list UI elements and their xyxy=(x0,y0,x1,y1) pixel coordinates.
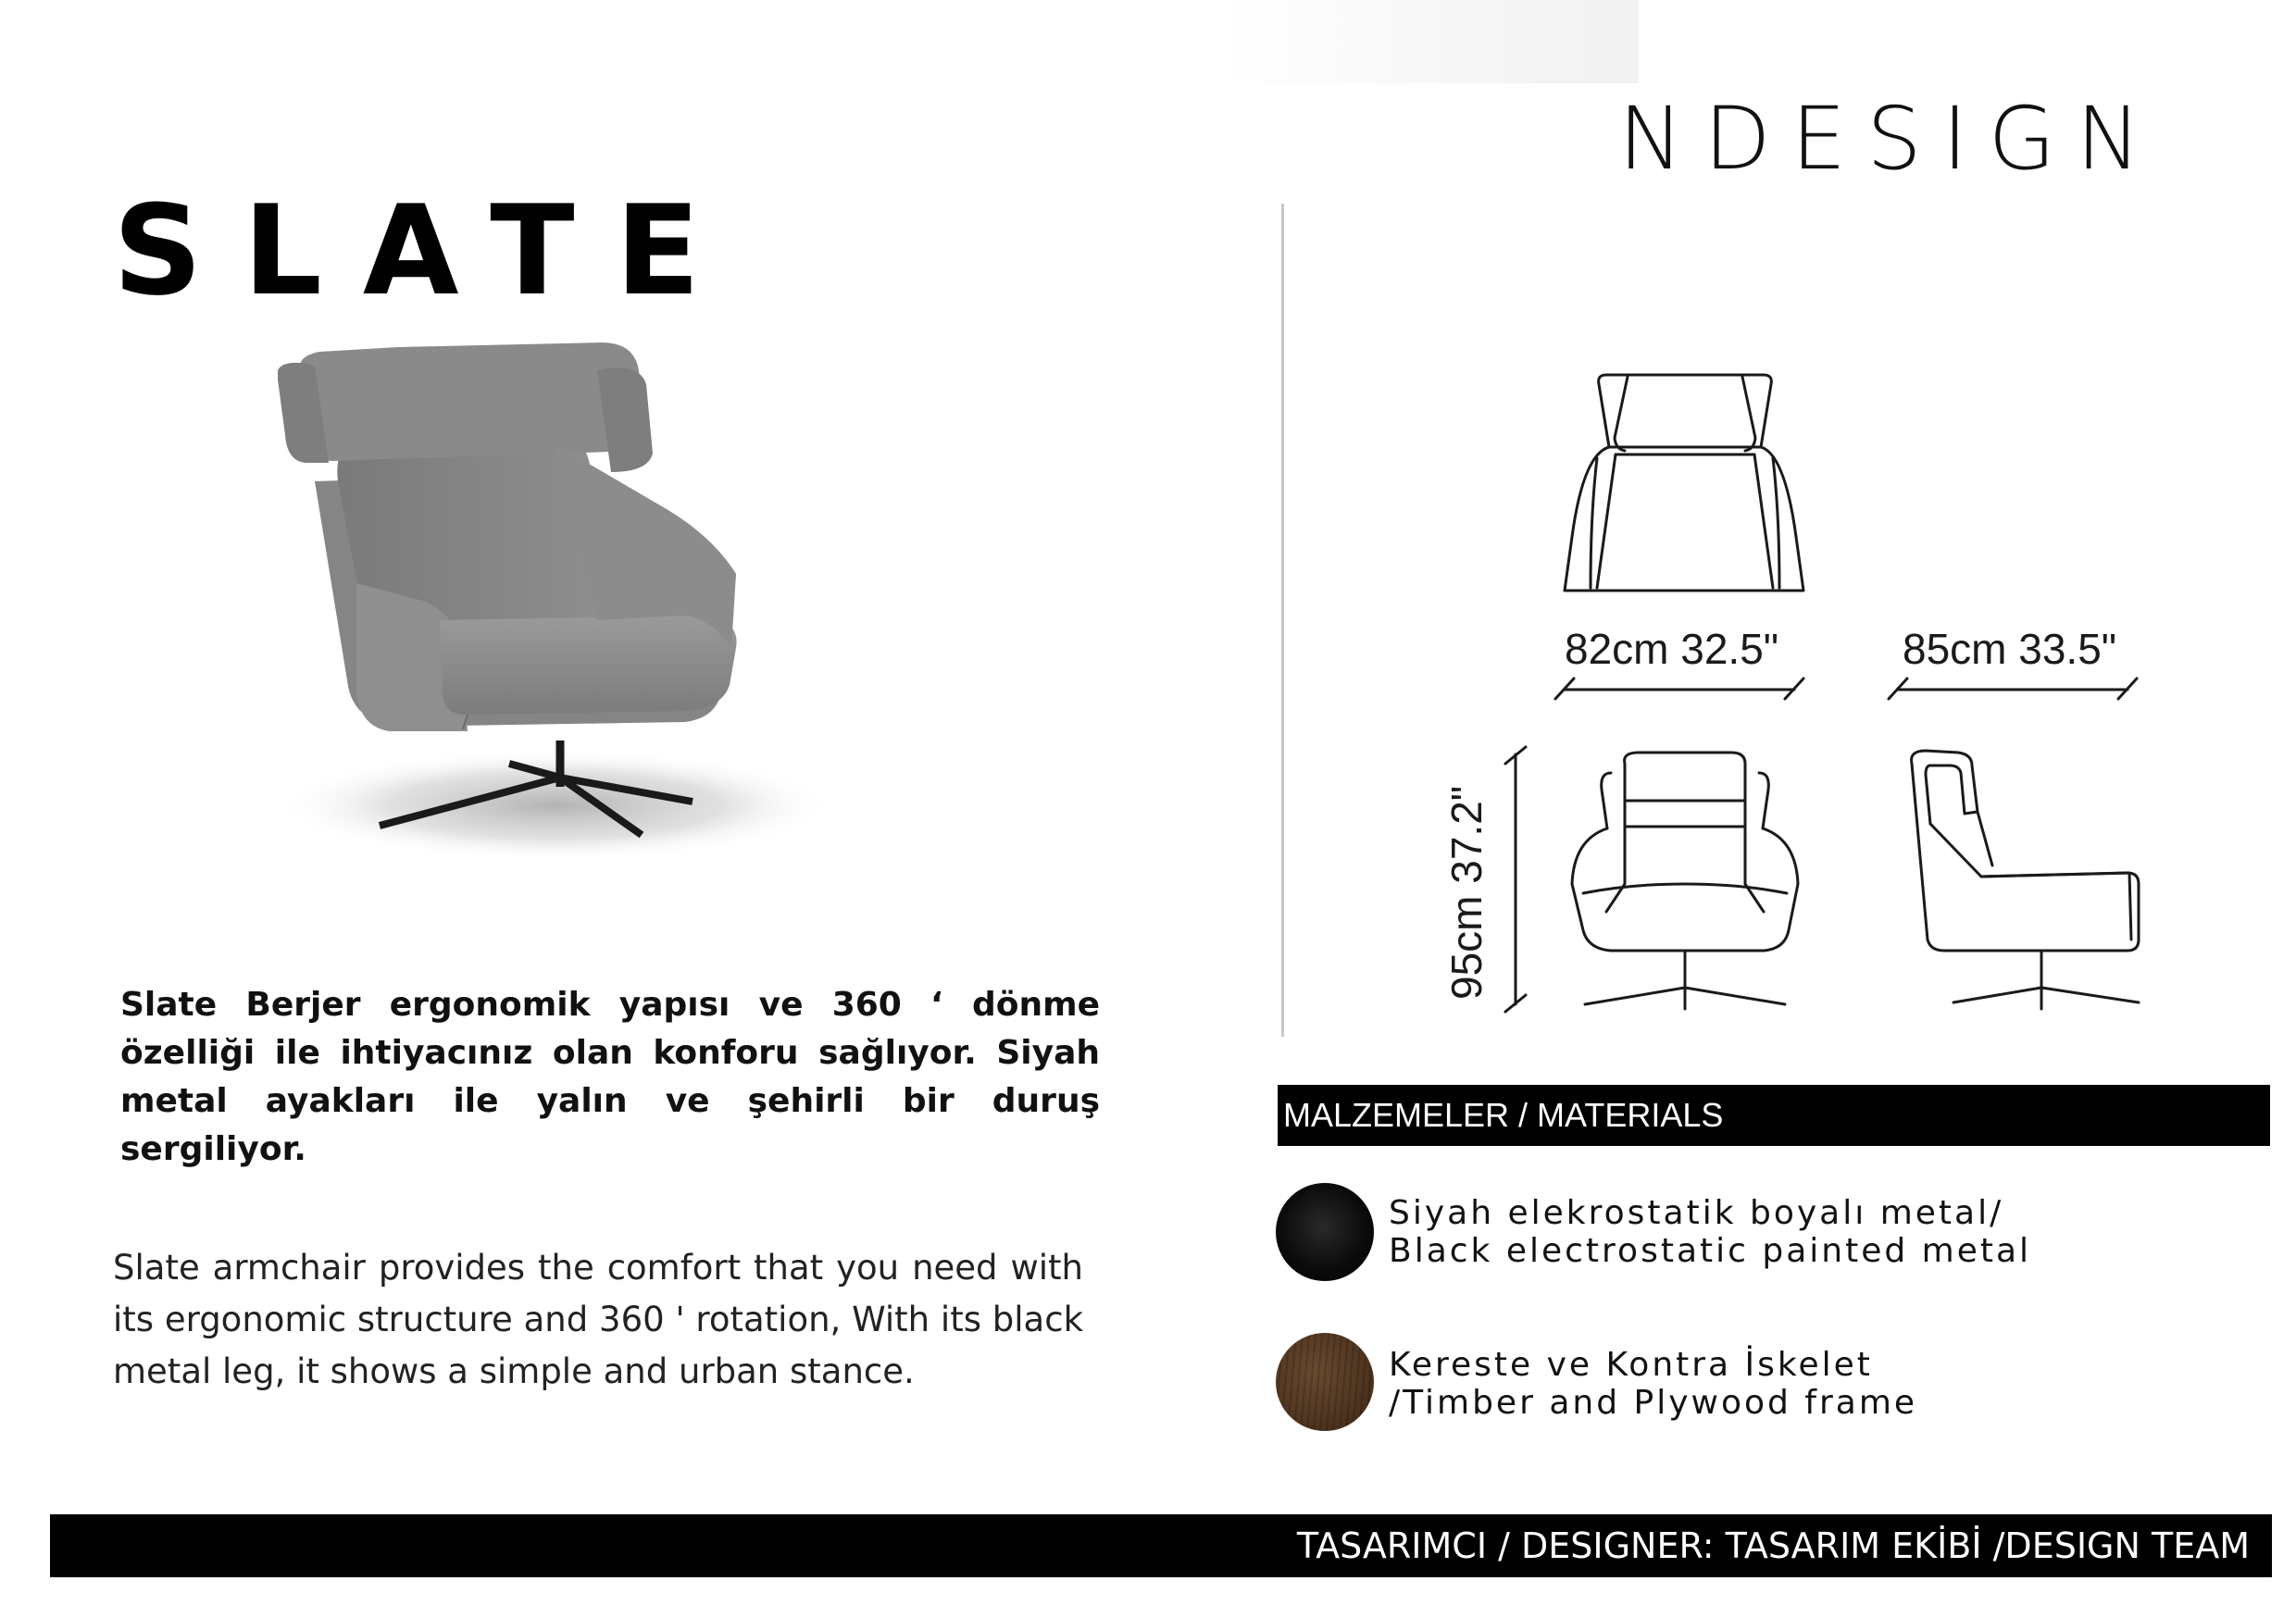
material-wood-line2: /Timber and Plywood frame xyxy=(1389,1384,1918,1422)
side-view-drawing xyxy=(1912,751,2139,1009)
designer-credit: TASARIMCI / DESIGNER: TASARIM EKİBİ /DESIGN TEAM xyxy=(1296,1525,2250,1566)
materials-header-bar xyxy=(1278,1085,2270,1146)
vertical-divider xyxy=(1281,204,1284,1037)
technical-drawings xyxy=(1426,366,2148,1027)
depth-dimension-label: 85cm 33.5" xyxy=(1903,625,2117,673)
footer-bar xyxy=(50,1514,2272,1577)
top-view-drawing xyxy=(1565,375,1803,591)
material-metal-line1: Siyah elekrostatik boyalı metal/ xyxy=(1389,1194,2004,1232)
chair-photo xyxy=(278,342,852,879)
width-dimension-line xyxy=(1555,678,1803,699)
height-dimension-label: 95cm 37.2" xyxy=(1442,785,1491,1000)
description-turkish: Slate Berjer ergonomik yapısı ve 360 ‘ dönme özelliği ile ihtiyacınız olan konforu sağlıyor. Siyah metal ayakları ile yalın ve şehirli bir duruş sergiliyor. xyxy=(120,986,1100,1168)
description-english: Slate armchair provides the comfort that you need with its ergonomic structure and 360 ' rotation, With its black metal leg, it shows a simple and urban stance. xyxy=(113,1248,1083,1391)
material-item-metal xyxy=(1389,1194,2031,1270)
wood-swatch xyxy=(1276,1333,1374,1431)
material-item-wood xyxy=(1389,1346,1917,1422)
height-dimension-line xyxy=(1505,747,1526,1012)
material-metal-line2: Black electrostatic painted metal xyxy=(1389,1232,2032,1270)
metal-swatch xyxy=(1276,1183,1374,1281)
material-wood-line1: Kereste ve Kontra İskelet xyxy=(1389,1346,1873,1384)
chair-shadow xyxy=(278,750,833,861)
width-dimension-label: 82cm 32.5" xyxy=(1565,625,1779,673)
chair-body xyxy=(278,342,737,731)
front-view-drawing xyxy=(1572,753,1798,1009)
depth-dimension-line xyxy=(1889,678,2137,699)
top-fade-decoration xyxy=(1222,0,1639,83)
materials-title: MALZEMELER / MATERIALS xyxy=(1283,1096,1724,1134)
product-title: SLATE xyxy=(113,179,742,323)
brand-logo: NDESIGN xyxy=(1618,89,2162,190)
